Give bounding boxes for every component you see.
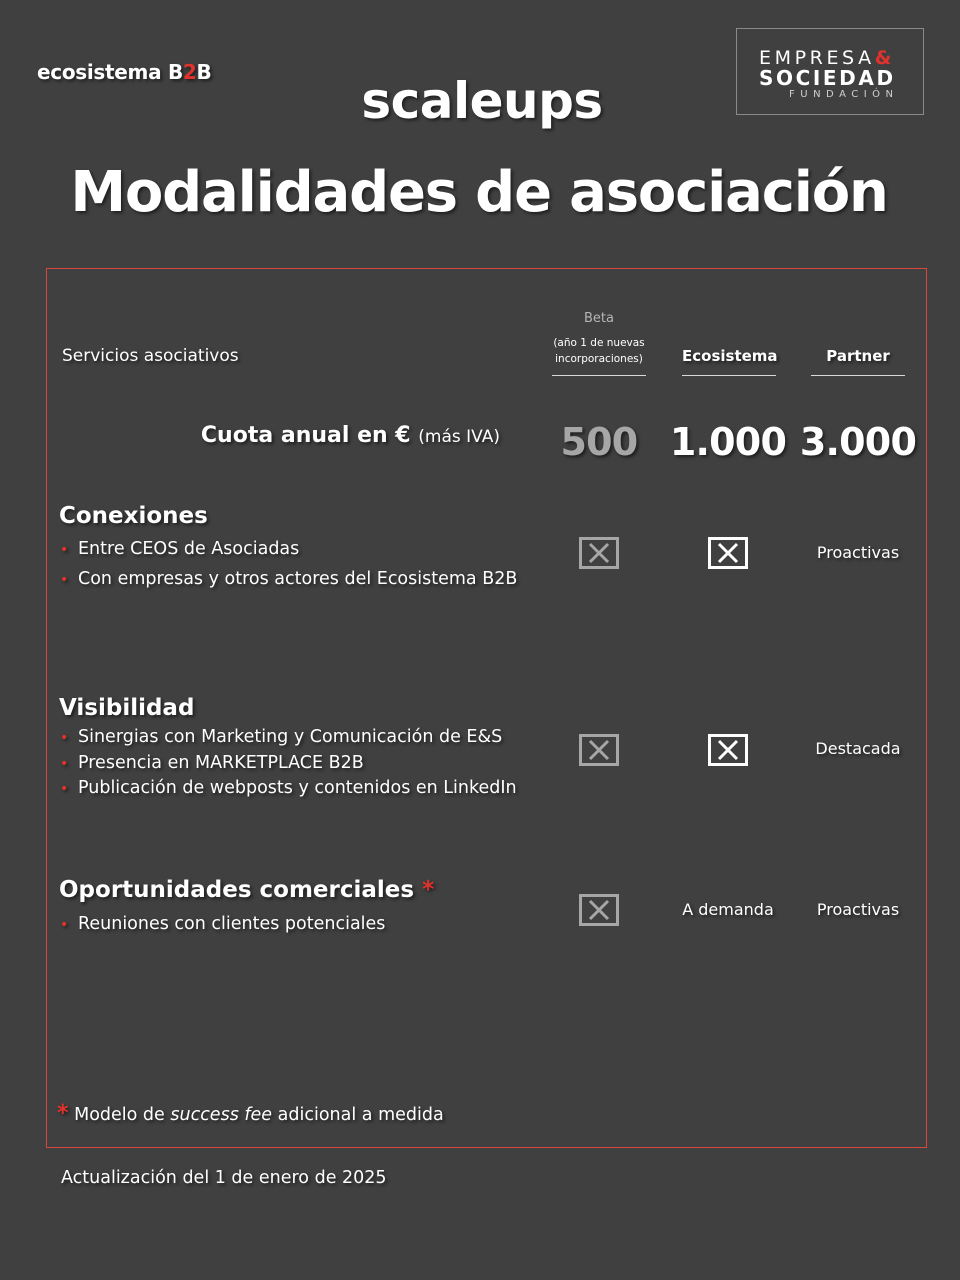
partner-conexiones: Proactivas [816, 543, 900, 562]
column-head-beta: Beta [584, 311, 614, 326]
column-divider [552, 375, 646, 376]
brand-label: ecosistema B2B [37, 60, 212, 84]
list-item: • Con empresas y otros actores del Ecosistema B2B [60, 569, 518, 589]
ecosistema-oportunidades: A demanda [682, 900, 774, 919]
checkbox-x-icon [579, 734, 619, 766]
bullet-dot-icon: • [60, 781, 69, 797]
partner-visibilidad: Destacada [815, 739, 901, 758]
column-head-beta-note: (año 1 de nuevas incorporaciones) [553, 337, 645, 365]
section-title-oportunidades: Oportunidades comerciales * [59, 877, 435, 903]
bullet-dot-icon: • [60, 756, 69, 772]
checkbox-x-icon [708, 734, 748, 766]
fee-ecosistema: 1.000 [669, 420, 787, 464]
partner-oportunidades: Proactivas [816, 900, 900, 919]
update-note: Actualización del 1 de enero de 2025 [61, 1168, 387, 1188]
services-label: Servicios asociativos [62, 346, 239, 366]
bullet-dot-icon: • [60, 572, 69, 588]
bullet-dot-icon: • [60, 730, 69, 746]
column-divider [811, 375, 905, 376]
page-title: scaleups [361, 72, 603, 130]
checkbox-x-icon [708, 537, 748, 569]
list-item: • Presencia en MARKETPLACE B2B [60, 753, 364, 773]
fundacion-logo: EMPRESA& SOCIEDAD FUNDACIÓN [736, 28, 924, 115]
section-title-conexiones: Conexiones [59, 503, 208, 529]
page-subtitle: Modalidades de asociación [70, 160, 888, 225]
column-head-ecosistema: Ecosistema [682, 347, 778, 365]
fee-label: Cuota anual en € (más IVA) [200, 423, 500, 448]
list-item: • Sinergias con Marketing y Comunicación de E&S [60, 727, 503, 747]
list-item: • Reuniones con clientes potenciales [60, 914, 386, 934]
fee-beta: 500 [560, 420, 638, 464]
list-item: • Publicación de webposts y contenidos en LinkedIn [60, 778, 517, 798]
footnote: * Modelo de success fee adicional a medida [57, 1101, 444, 1126]
checkbox-x-icon [579, 537, 619, 569]
column-head-partner: Partner [826, 347, 890, 365]
bullet-dot-icon: • [60, 917, 69, 933]
column-divider [682, 375, 776, 376]
section-title-visibilidad: Visibilidad [59, 695, 195, 721]
bullet-dot-icon: • [60, 542, 69, 558]
list-item: • Entre CEOS de Asociadas [60, 539, 300, 559]
checkbox-x-icon [579, 894, 619, 926]
fee-partner: 3.000 [799, 420, 917, 464]
